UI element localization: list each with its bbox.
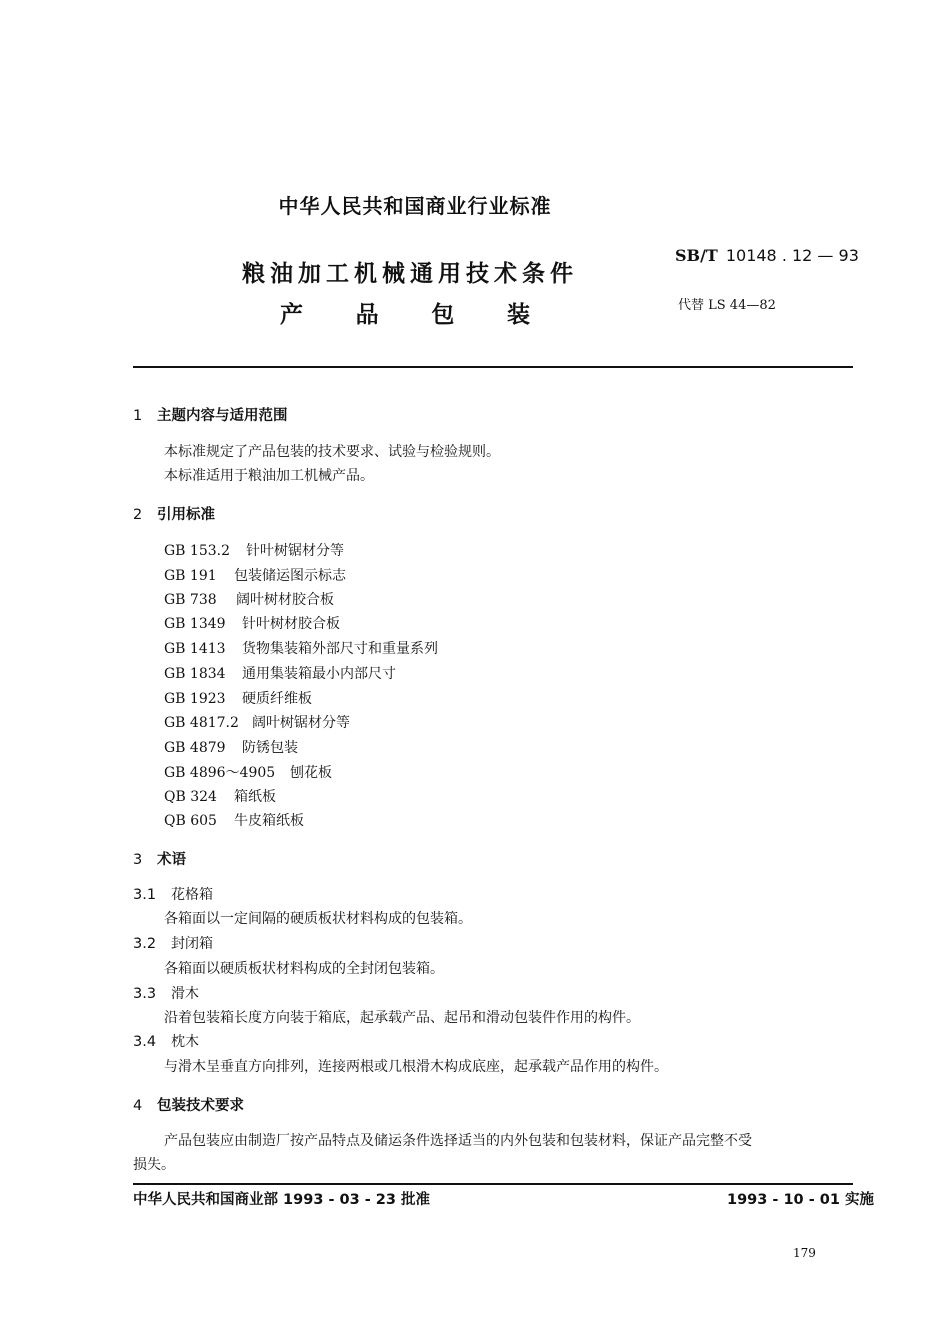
reference-name: 包装储运图示标志 (234, 568, 346, 584)
reference-code: GB 1413 (164, 641, 226, 657)
term-definition: 各箱面以硬质板状材料构成的全封闭包装箱。 (164, 961, 444, 977)
approval-note: 中华人民共和国商业部 1993 - 03 - 23 批准 (133, 1192, 431, 1208)
reference-item (164, 540, 344, 560)
reference-name: 货物集装箱外部尺寸和重量系列 (242, 641, 438, 657)
footer-divider (133, 1183, 853, 1185)
reference-code: GB 4879 (164, 740, 226, 756)
standard-code (675, 246, 859, 265)
implementation-date: 1993 - 10 - 01 实施 (727, 1192, 874, 1208)
reference-code: GB 191 (164, 568, 217, 584)
standard-number: 10148 . 12 — 93 (725, 246, 859, 265)
reference-name: 牛皮箱纸板 (234, 813, 304, 829)
reference-name: 针叶树锯材分等 (246, 543, 344, 559)
paragraph: 本标准规定了产品包装的技术要求、试验与检验规则。 (164, 444, 500, 460)
term-number: 3.3 (133, 986, 157, 1002)
reference-item (164, 810, 304, 830)
reference-item (164, 737, 298, 757)
section-4-heading (133, 1094, 244, 1115)
page-number: 179 (793, 1246, 816, 1260)
reference-item (164, 712, 350, 732)
term-number: 3.1 (133, 887, 157, 903)
reference-item (164, 638, 438, 658)
term-definition: 沿着包装箱长度方向装于箱底，起承载产品、起吊和滑动包装件作用的构件。 (164, 1010, 640, 1026)
term-name: 花格箱 (171, 887, 213, 903)
replaces-standard: 代替 LS 44—82 (678, 298, 776, 313)
reference-code: QB 324 (164, 789, 217, 805)
section-3-heading (133, 848, 186, 869)
section-number: 2 (133, 507, 143, 523)
reference-item (164, 565, 346, 585)
section-number: 1 (133, 408, 143, 424)
document-title: 粮油加工机械通用技术条件 (242, 260, 578, 287)
term-number: 3.4 (133, 1034, 157, 1050)
reference-name: 刨花板 (290, 765, 332, 781)
reference-item (164, 613, 340, 633)
section-number: 3 (133, 852, 143, 868)
reference-code: GB 4817.2 (164, 715, 239, 731)
subtitle-char: 品 (355, 301, 379, 328)
section-number: 4 (133, 1098, 143, 1114)
term-heading (133, 983, 199, 1003)
issuing-organization: 中华人民共和国商业行业标准 (278, 194, 552, 218)
standard-prefix: SB/T (675, 246, 718, 265)
term-name: 滑木 (171, 986, 199, 1002)
section-title: 术语 (157, 851, 186, 868)
reference-item (164, 663, 396, 683)
header-divider (133, 366, 853, 368)
subtitle-char: 产 (280, 301, 303, 328)
reference-item (164, 786, 276, 806)
section-1-heading (133, 404, 288, 425)
section-2-heading (133, 503, 215, 524)
reference-name: 阔叶树锯材分等 (252, 715, 350, 731)
paragraph: 本标准适用于粮油加工机械产品。 (164, 468, 374, 484)
term-definition: 与滑木呈垂直方向排列，连接两根或几根滑木构成底座，起承载产品作用的构件。 (164, 1059, 668, 1075)
reference-name: 防锈包装 (242, 740, 298, 756)
reference-item (164, 688, 312, 708)
section-title: 主题内容与适用范围 (157, 407, 288, 424)
reference-name: 通用集装箱最小内部尺寸 (242, 666, 396, 682)
section-title: 包装技术要求 (157, 1097, 244, 1114)
reference-item (164, 762, 332, 782)
document-subtitle (280, 296, 530, 329)
paragraph: 损失。 (133, 1157, 175, 1173)
reference-code: QB 605 (164, 813, 217, 829)
reference-code: GB 1349 (164, 616, 226, 632)
subtitle-char: 装 (506, 301, 530, 328)
section-title: 引用标准 (157, 506, 215, 523)
reference-code: GB 1923 (164, 691, 226, 707)
reference-name: 硬质纤维板 (242, 691, 312, 707)
reference-name: 箱纸板 (234, 789, 276, 805)
term-name: 封闭箱 (171, 936, 213, 952)
term-number: 3.2 (133, 936, 157, 952)
term-definition: 各箱面以一定间隔的硬质板状材料构成的包装箱。 (164, 911, 472, 927)
term-name: 枕木 (171, 1034, 199, 1050)
term-heading (133, 884, 213, 904)
reference-item (164, 589, 334, 609)
reference-code: GB 4896～4905 (164, 765, 276, 781)
reference-code: GB 738 (164, 592, 217, 608)
term-heading (133, 933, 213, 953)
reference-code: GB 1834 (164, 666, 226, 682)
reference-name: 针叶树材胶合板 (242, 616, 340, 632)
reference-code: GB 153.2 (164, 543, 231, 559)
paragraph: 产品包装应由制造厂按产品特点及储运条件选择适当的内外包装和包装材料，保证产品完整不受 (164, 1133, 752, 1149)
subtitle-char: 包 (431, 301, 455, 328)
term-heading (133, 1031, 199, 1051)
reference-name: 阔叶树材胶合板 (236, 592, 334, 608)
